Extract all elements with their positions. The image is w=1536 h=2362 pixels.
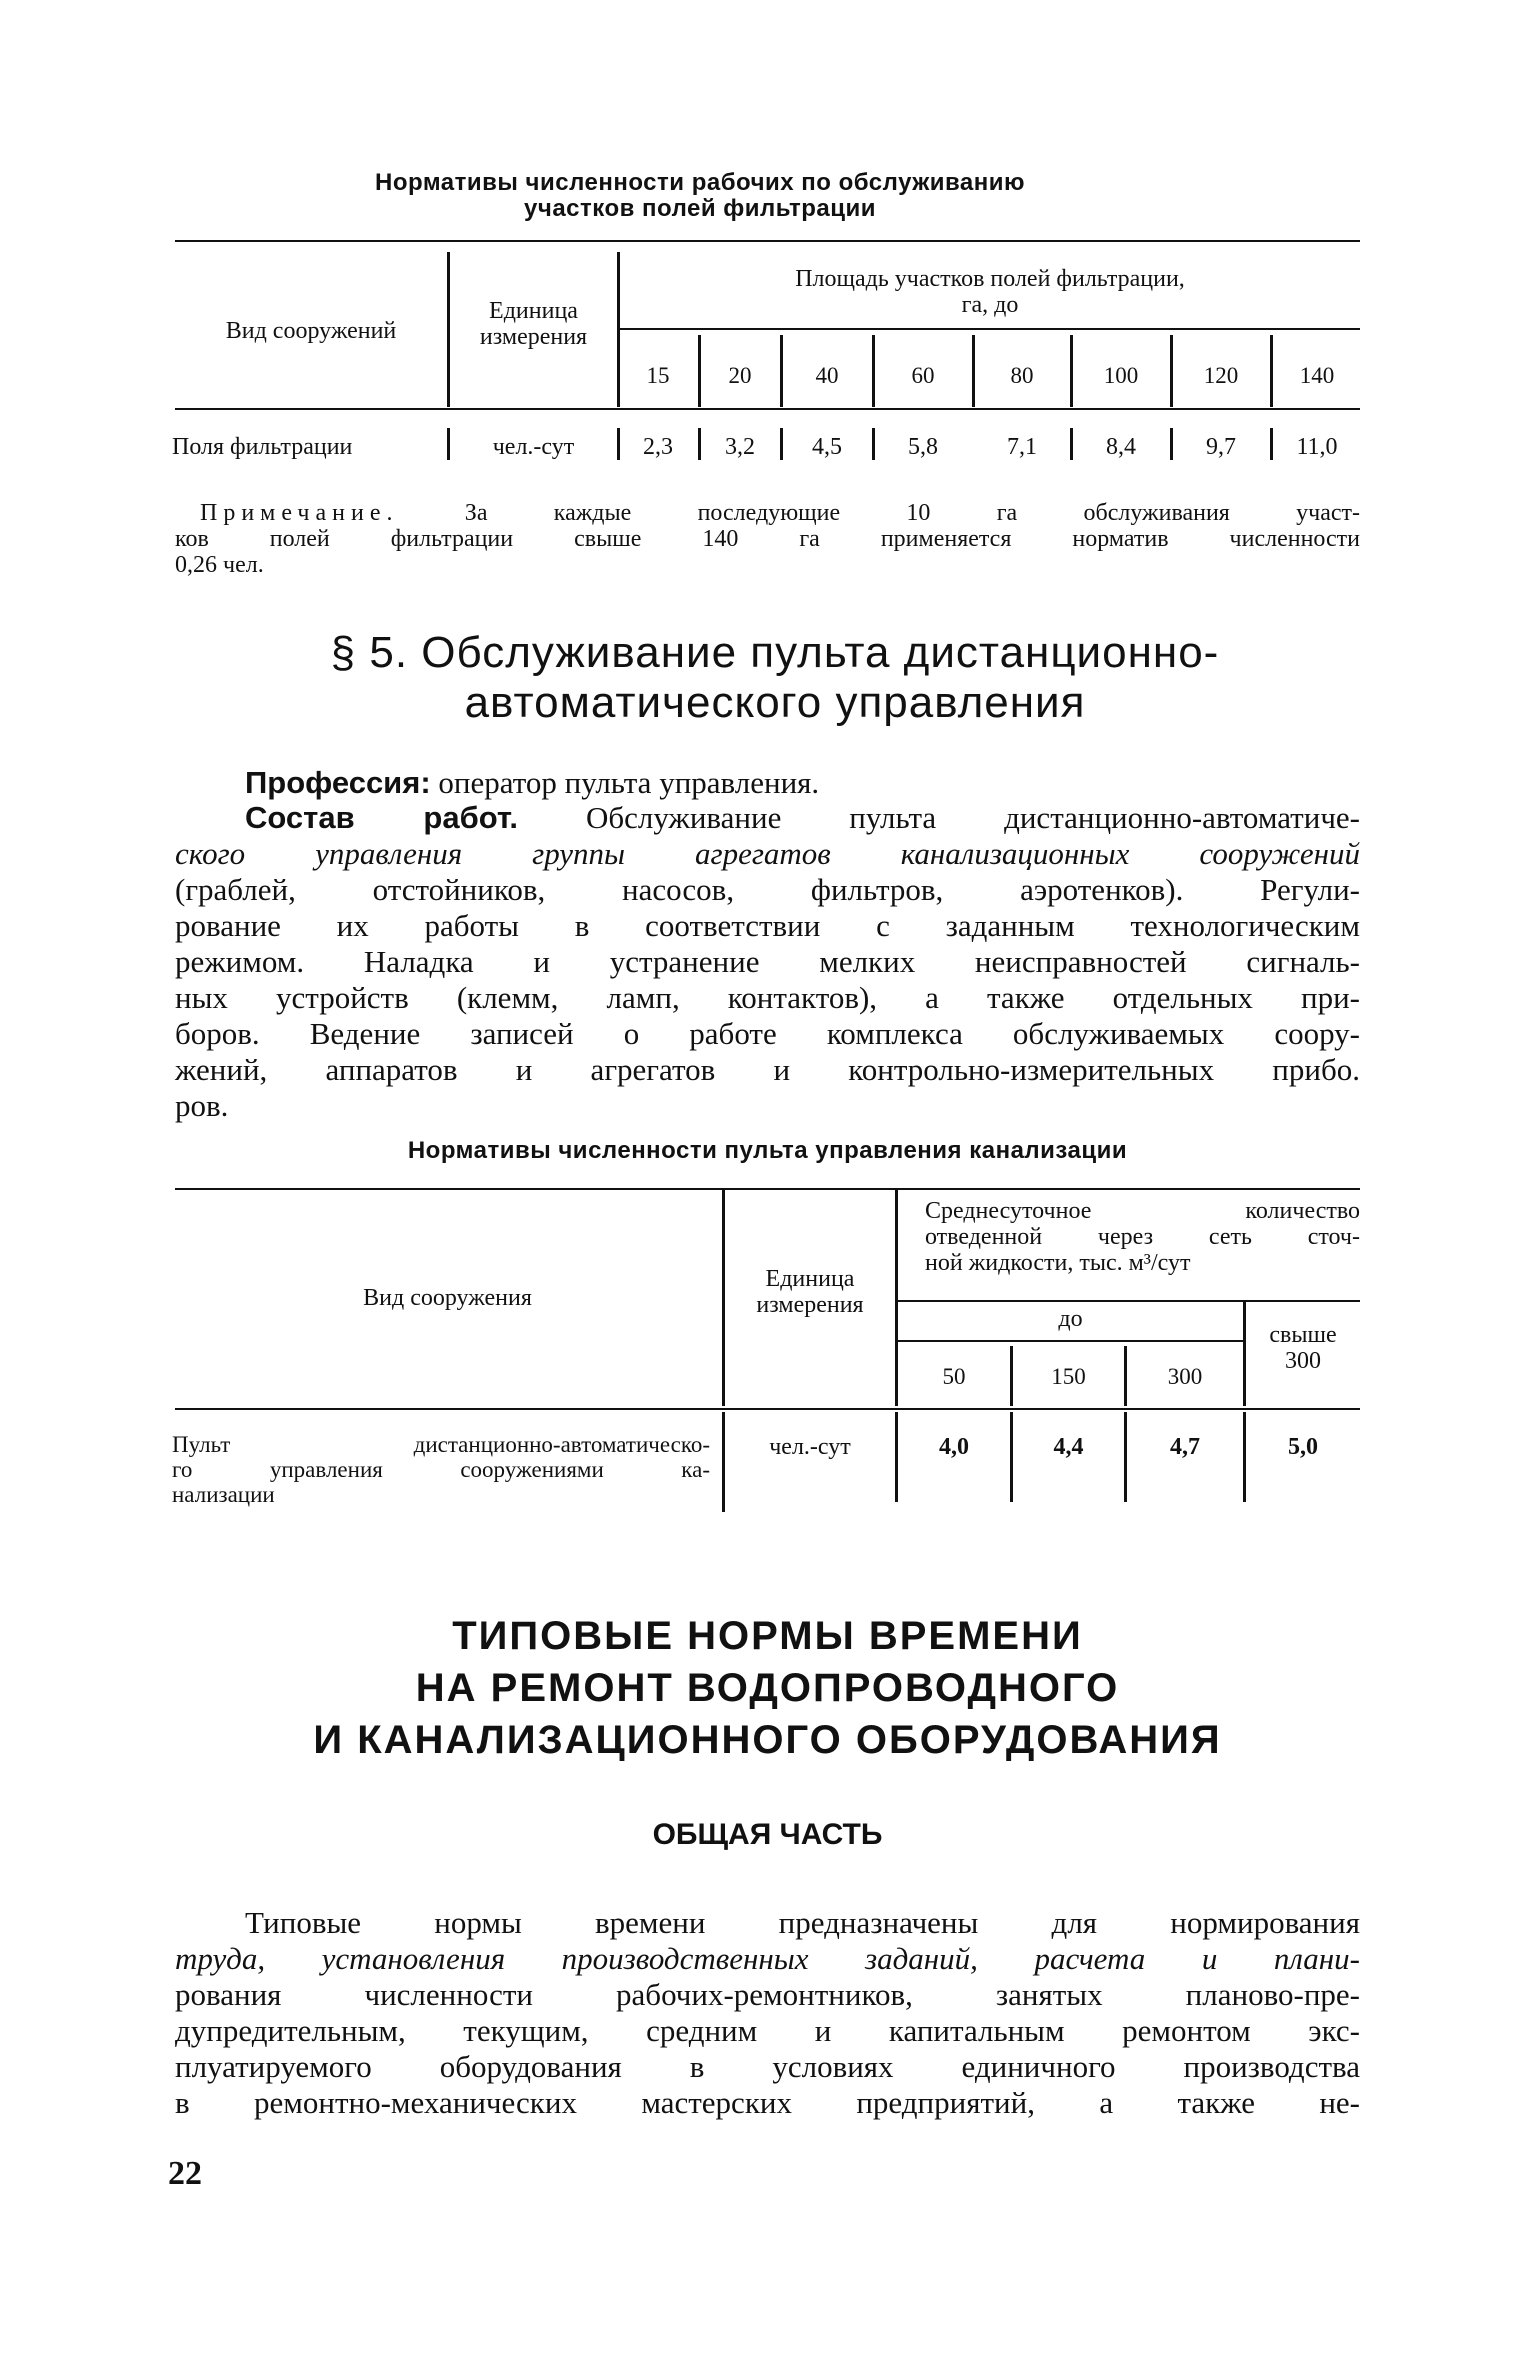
table1-title-line2: участков полей фильтрации xyxy=(524,195,876,222)
table1-row-name: Поля фильтрации xyxy=(172,434,353,460)
main-title-line3: И КАНАЛИЗАЦИОННОГО ОБОРУДОВАНИЯ xyxy=(313,1718,1222,1762)
table1-note xyxy=(200,500,1360,526)
composition-line9: ров. xyxy=(175,1088,229,1123)
table1-row-value: 9,7 xyxy=(1206,434,1236,460)
composition-label: Состав работ. xyxy=(245,800,518,835)
main-title xyxy=(175,1610,1360,1766)
table1-head-area-line1: Площадь участков полей фильтрации, xyxy=(795,266,1185,292)
table2-head-unit xyxy=(725,1266,895,1318)
table2-top-rule xyxy=(175,1188,1360,1190)
table2-row-name-line3: нализации xyxy=(172,1482,275,1507)
table1-head-unit xyxy=(450,298,617,350)
section5-title-line1: § 5. Обслуживание пульта дистанционно- xyxy=(330,628,1220,677)
note-label: Примечание. xyxy=(200,500,399,526)
table2-row-name-line1: Пульт дистанционно-автоматическо- xyxy=(172,1432,710,1457)
table1-head-unit-line2: измерения xyxy=(479,324,588,350)
table2-title: Нормативы численности пульта управления канализации xyxy=(407,1137,1128,1164)
general-line5: плуатируемого оборудования в условиях единичного производства xyxy=(175,2049,1360,2084)
table2-row-name xyxy=(172,1432,710,1507)
table1-col-header: 20 xyxy=(728,363,752,388)
table1-title xyxy=(250,170,1150,222)
table2-head-type: Вид сооружения xyxy=(363,1285,532,1311)
table2-header-bottom-rule xyxy=(175,1408,1360,1410)
table1-col-header: 60 xyxy=(911,363,935,388)
table2-head-qty xyxy=(925,1198,1360,1276)
section5-title-line2: автоматического управления xyxy=(464,678,1086,727)
composition-line5: режимом. Наладка и устранение мелких неисправностей сигналь- xyxy=(175,944,1360,979)
table2-upto-rule xyxy=(898,1340,1243,1342)
composition-line6: ных устройств (клемм, ламп, контактов), а также отдельных при- xyxy=(175,980,1360,1015)
general-line4: дупредительным, текущим, средним и капитальным ремонтом экс- xyxy=(175,2013,1360,2048)
table1-col-header: 120 xyxy=(1203,363,1239,388)
note-line1: За каждые последующие 10 га обслуживания участ- xyxy=(464,500,1361,526)
main-title-line2: НА РЕМОНТ ВОДОПРОВОДНОГО xyxy=(415,1666,1120,1710)
profession-text: оператор пульта управления. xyxy=(438,765,820,800)
note-line3: 0,26 чел. xyxy=(175,552,264,578)
table2-head-upto: до xyxy=(1058,1306,1083,1332)
table1-head-unit-line1: Единица xyxy=(489,298,578,324)
table2-col-header: 50 xyxy=(942,1364,966,1389)
composition-line3: (граблей, отстойников, насосов, фильтров, аэротенков). Регули- xyxy=(175,872,1360,907)
general-line2: труда, установления производственных заданий, расчета и плани- xyxy=(175,1941,1360,1976)
table1-title-line1: Нормативы численности рабочих по обслуживанию xyxy=(374,169,1026,196)
table2-row-unit: чел.-сут xyxy=(769,1434,851,1460)
table1-row-unit: чел.-сут xyxy=(492,434,575,460)
table2-row-value: 4,0 xyxy=(939,1434,969,1460)
general-line3: рования численности рабочих-ремонтников, занятых планово-пре- xyxy=(175,1977,1360,2012)
table2-head-qty-line1: Среднесуточное количество xyxy=(925,1198,1360,1224)
table1-col-header: 15 xyxy=(646,363,670,388)
table1-row-value: 8,4 xyxy=(1106,434,1136,460)
table1-row-value: 5,8 xyxy=(908,434,938,460)
composition-line4: рование их работы в соответствии с заданным технологическим xyxy=(175,908,1360,943)
table1-header-bottom-rule xyxy=(175,408,1360,410)
general-line1: Типовые нормы времени предназначены для нормирования xyxy=(245,1905,1360,1940)
composition-line2: ского управления группы агрегатов канализационных сооружений xyxy=(175,836,1360,871)
section5-title xyxy=(190,628,1360,728)
table1-row-value: 2,3 xyxy=(643,434,673,460)
table2-row-value: 4,7 xyxy=(1170,1434,1200,1460)
table2-row-value: 4,4 xyxy=(1053,1434,1084,1460)
table1-col-header: 40 xyxy=(815,363,839,388)
table2-subheader-rule xyxy=(898,1300,1360,1302)
table2-head-over-line1: свыше xyxy=(1269,1322,1337,1348)
profession-line xyxy=(245,765,1360,801)
table1-row-value: 4,5 xyxy=(812,434,842,460)
table2-head-qty-line3: ной жидкости, тыс. м³/сут xyxy=(925,1250,1191,1276)
table1-col-header: 140 xyxy=(1299,363,1335,388)
composition-line1-row xyxy=(245,800,1360,836)
table1-top-rule xyxy=(175,240,1360,242)
table2-col-header: 300 xyxy=(1167,1364,1203,1389)
table1-row-value: 7,1 xyxy=(1007,434,1037,460)
table2-head-unit-line2: измерения xyxy=(756,1292,864,1318)
table1-row-value: 11,0 xyxy=(1296,434,1338,460)
main-title-line1: ТИПОВЫЕ НОРМЫ ВРЕМЕНИ xyxy=(452,1614,1083,1658)
table1-col-header: 100 xyxy=(1103,363,1139,388)
page-number: 22 xyxy=(168,2155,202,2192)
table2-col-header: 150 xyxy=(1051,1364,1086,1389)
profession-label: Профессия: xyxy=(245,765,431,800)
table1-head-area-line2: га, до xyxy=(961,292,1019,318)
composition-line1: Обслуживание пульта дистанционно-автоматиче- xyxy=(585,800,1360,835)
general-part-title: ОБЩАЯ ЧАСТЬ xyxy=(652,1818,883,1851)
table1-head-type: Вид сооружений xyxy=(225,318,397,344)
table2-head-over xyxy=(1246,1322,1360,1374)
table2-row-value: 5,0 xyxy=(1288,1434,1318,1460)
table1-row-value: 3,2 xyxy=(725,434,755,460)
note-line2: ков полей фильтрации свыше 140 га применяется норматив численности xyxy=(175,526,1360,552)
table1-subheader-rule xyxy=(618,328,1360,330)
table1-head-area xyxy=(620,266,1360,318)
table2-row-vline xyxy=(722,1412,725,1512)
table2-row-name-line2: го управления сооружениями ка- xyxy=(172,1457,710,1482)
table2-head-over-line2: 300 xyxy=(1285,1348,1321,1374)
composition-line8: жений, аппаратов и агрегатов и контрольно-измерительных прибо. xyxy=(175,1052,1360,1087)
composition-line7: боров. Ведение записей о работе комплекса обслуживаемых соору- xyxy=(175,1016,1360,1051)
general-line6: в ремонтно-механических мастерских предприятий, а также не- xyxy=(175,2085,1360,2120)
table2-head-unit-line1: Единица xyxy=(765,1266,855,1292)
table1-col-header: 80 xyxy=(1010,363,1034,388)
table2-head-qty-line2: отведенной через сеть сточ- xyxy=(925,1224,1360,1250)
